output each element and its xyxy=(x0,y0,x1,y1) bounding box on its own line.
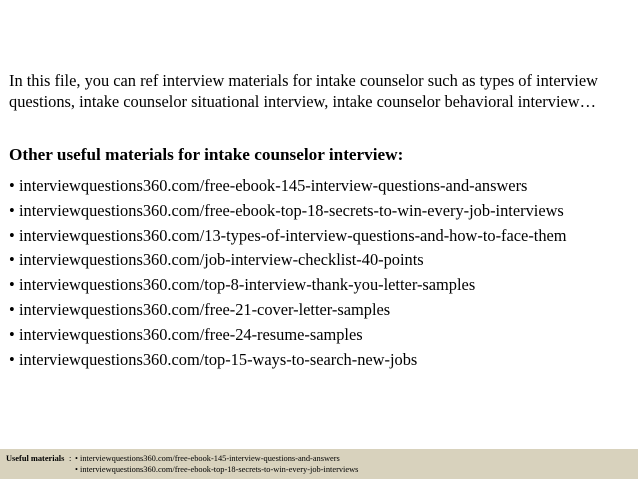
list-item[interactable] xyxy=(9,298,634,323)
list-item[interactable] xyxy=(9,199,634,224)
link-text[interactable]: interviewquestions360.com/job-interview-checklist-40-points xyxy=(19,250,424,270)
list-item[interactable] xyxy=(9,248,634,273)
list-item[interactable] xyxy=(9,323,634,348)
link-text[interactable]: interviewquestions360.com/free-21-cover-letter-samples xyxy=(19,299,391,319)
link-text[interactable]: interviewquestions360.com/13-types-of-interview-questions-and-how-to-face-them xyxy=(19,225,567,245)
bullet-icon: • xyxy=(9,176,15,195)
link-text[interactable]: interviewquestions360.com/free-ebook-top-18-secrets-to-win-every-job-interviews xyxy=(19,200,564,220)
link-text[interactable]: interviewquestions360.com/top-8-interview-thank-you-letter-samples xyxy=(19,275,476,295)
intro-paragraph: In this file, you can ref interview materials for intake counselor such as types of interview questions, intake counselor situational interview, intake counselor behavioral interview… xyxy=(9,71,598,111)
footer-label: Useful materials xyxy=(6,454,65,463)
bullet-icon: • xyxy=(9,324,15,344)
link-text[interactable]: interviewquestions360.com/free-ebook-145-interview-questions-and-answers xyxy=(19,176,528,195)
materials-heading: Other useful materials for intake counselor interview: xyxy=(9,145,404,164)
link-text[interactable]: interviewquestions360.com/top-15-ways-to-search-new-jobs xyxy=(19,349,418,369)
list-item[interactable] xyxy=(9,174,634,199)
bullet-icon: • xyxy=(9,299,15,319)
footer-link-list xyxy=(75,454,358,475)
list-item[interactable] xyxy=(9,273,634,298)
link-text[interactable]: interviewquestions360.com/free-24-resume-samples xyxy=(19,324,363,344)
bullet-icon: • xyxy=(9,200,15,220)
materials-link-list xyxy=(9,174,634,372)
footer-link[interactable]: • interviewquestions360.com/free-ebook-top-18-secrets-to-win-every-job-interviews xyxy=(75,464,359,474)
list-item[interactable] xyxy=(9,348,634,373)
bullet-icon: • xyxy=(9,250,15,270)
footer-separator: : xyxy=(69,454,72,463)
bullet-icon: • xyxy=(9,225,15,245)
bullet-icon: • xyxy=(9,275,15,295)
footer-bar xyxy=(0,449,638,479)
footer-link[interactable]: • interviewquestions360.com/free-ebook-145-interview-questions-and-answers xyxy=(75,454,340,463)
list-item[interactable] xyxy=(9,224,634,249)
bullet-icon: • xyxy=(9,349,15,369)
